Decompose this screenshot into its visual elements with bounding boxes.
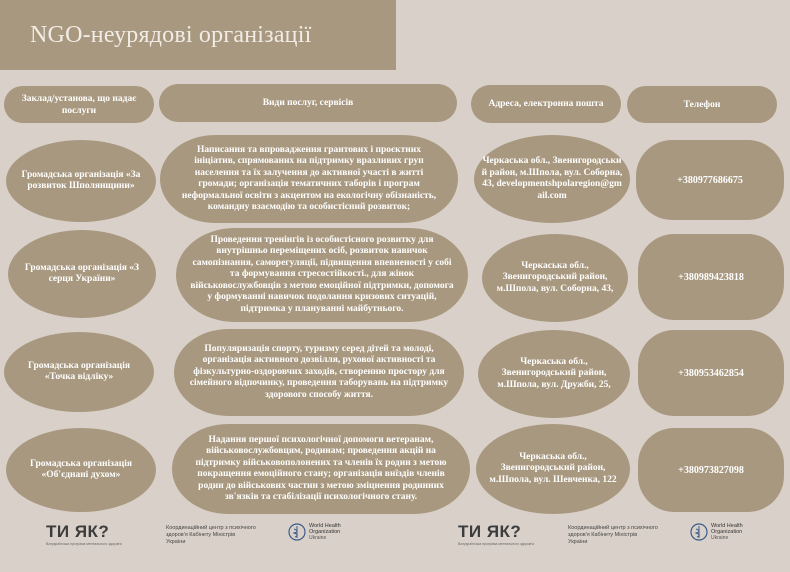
row-2-services: Проведення тренінгів із особистісного розвитку для внутрішньо переміщених осіб, розвиток навичок самопізнання, саморегуляції, підвищення впевненості у собі та формування стресостійкості., для жінок військовослужбовців з метою емоційної підтримки, допомога у формуванні навичок подолання кризових ситуацій, підтримка у плануванні майбутнього. xyxy=(176,228,468,322)
coordination-center-logo: Координаційний центр з психічного здоров'я Кабінету Міністрів України xyxy=(166,525,256,545)
row-1-address: Черкаська обл., Звенигородський район, м.Шпола, вул. Соборна, 43, developmentshpolaregion@gmail.com xyxy=(474,135,630,223)
tiyak-logo-right: ТИ ЯК? Всеукраїнська програма ментального здоров'я xyxy=(458,522,534,546)
row-3-address: Черкаська обл., Звенигородський район, м.Шпола, вул. Дружби, 25, xyxy=(478,330,630,418)
who-emblem-icon xyxy=(288,523,306,541)
row-2-phone: +380989423818 xyxy=(638,234,784,320)
row-1-name: Громадська організація «За розвиток Шполянщини» xyxy=(6,140,156,222)
header-institution: Заклад/установа, що надає послуги xyxy=(4,86,154,123)
tiyak-logo: ТИ ЯК? Всеукраїнська програма ментального здоров'я xyxy=(46,522,122,546)
header-address: Адреса, електронна пошта xyxy=(471,85,621,123)
row-3-phone: +380953462854 xyxy=(638,330,784,416)
title-banner xyxy=(0,0,396,70)
coordination-center-logo-right: Координаційний центр з психічного здоров'я Кабінету Міністрів України xyxy=(568,525,658,545)
row-2-name: Громадська організація «З серця України» xyxy=(8,230,156,318)
header-services: Види послуг, сервісів xyxy=(159,84,457,122)
row-1-services: Написання та впровадження грантових і проєктних ініціатив, спрямованих на підтримку вразливих груп населення та їх залучення до активної участі в житті громади; організація тематичних таборів і програм неформальної освіти з акцентом на екологічну обізнаність, командну взаємодію та особистісний розвиток; xyxy=(160,135,458,223)
row-1-phone: +380977686675 xyxy=(636,140,784,220)
row-3-name: Громадська організація «Точка відліку» xyxy=(4,332,154,412)
who-emblem-icon xyxy=(690,523,708,541)
row-3-services: Популяризація спорту, туризму серед дітей та молоді, організація активного дозвілля, рухової активності та фізкультурно-оздоровчих заходів, створенню простору для сімейного відпочинку, проведення таборувань на підтримку здорового способу життя. xyxy=(174,329,464,416)
row-4-address: Черкаська обл., Звенигородський район, м.Шпола, вул. Шевченка, 122 xyxy=(476,424,630,514)
header-phone: Телефон xyxy=(627,86,777,123)
row-4-services: Надання першої психологічної допомоги ветеранам, військовослужбовцям, родинам; проведення акцій на підтримку військовополонених та членів їх родин з метою покращення емоційного стану; організація виїздів членів родин до військових частин з метою зміцнення родинних зв'язків та стабілізації психологічного стану. xyxy=(172,424,470,514)
row-4-name: Громадська організація «Об'єднані духом» xyxy=(6,428,156,512)
page-title: NGO-неурядові організації xyxy=(30,21,312,48)
who-logo-right: World Health Organization Ukraine xyxy=(690,523,751,541)
who-logo: World Health Organization Ukraine xyxy=(288,523,349,541)
row-2-address: Черкаська обл., Звенигородський район, м.Шпола, вул. Соборна, 43, xyxy=(482,234,628,322)
row-4-phone: +380973827098 xyxy=(638,428,784,512)
